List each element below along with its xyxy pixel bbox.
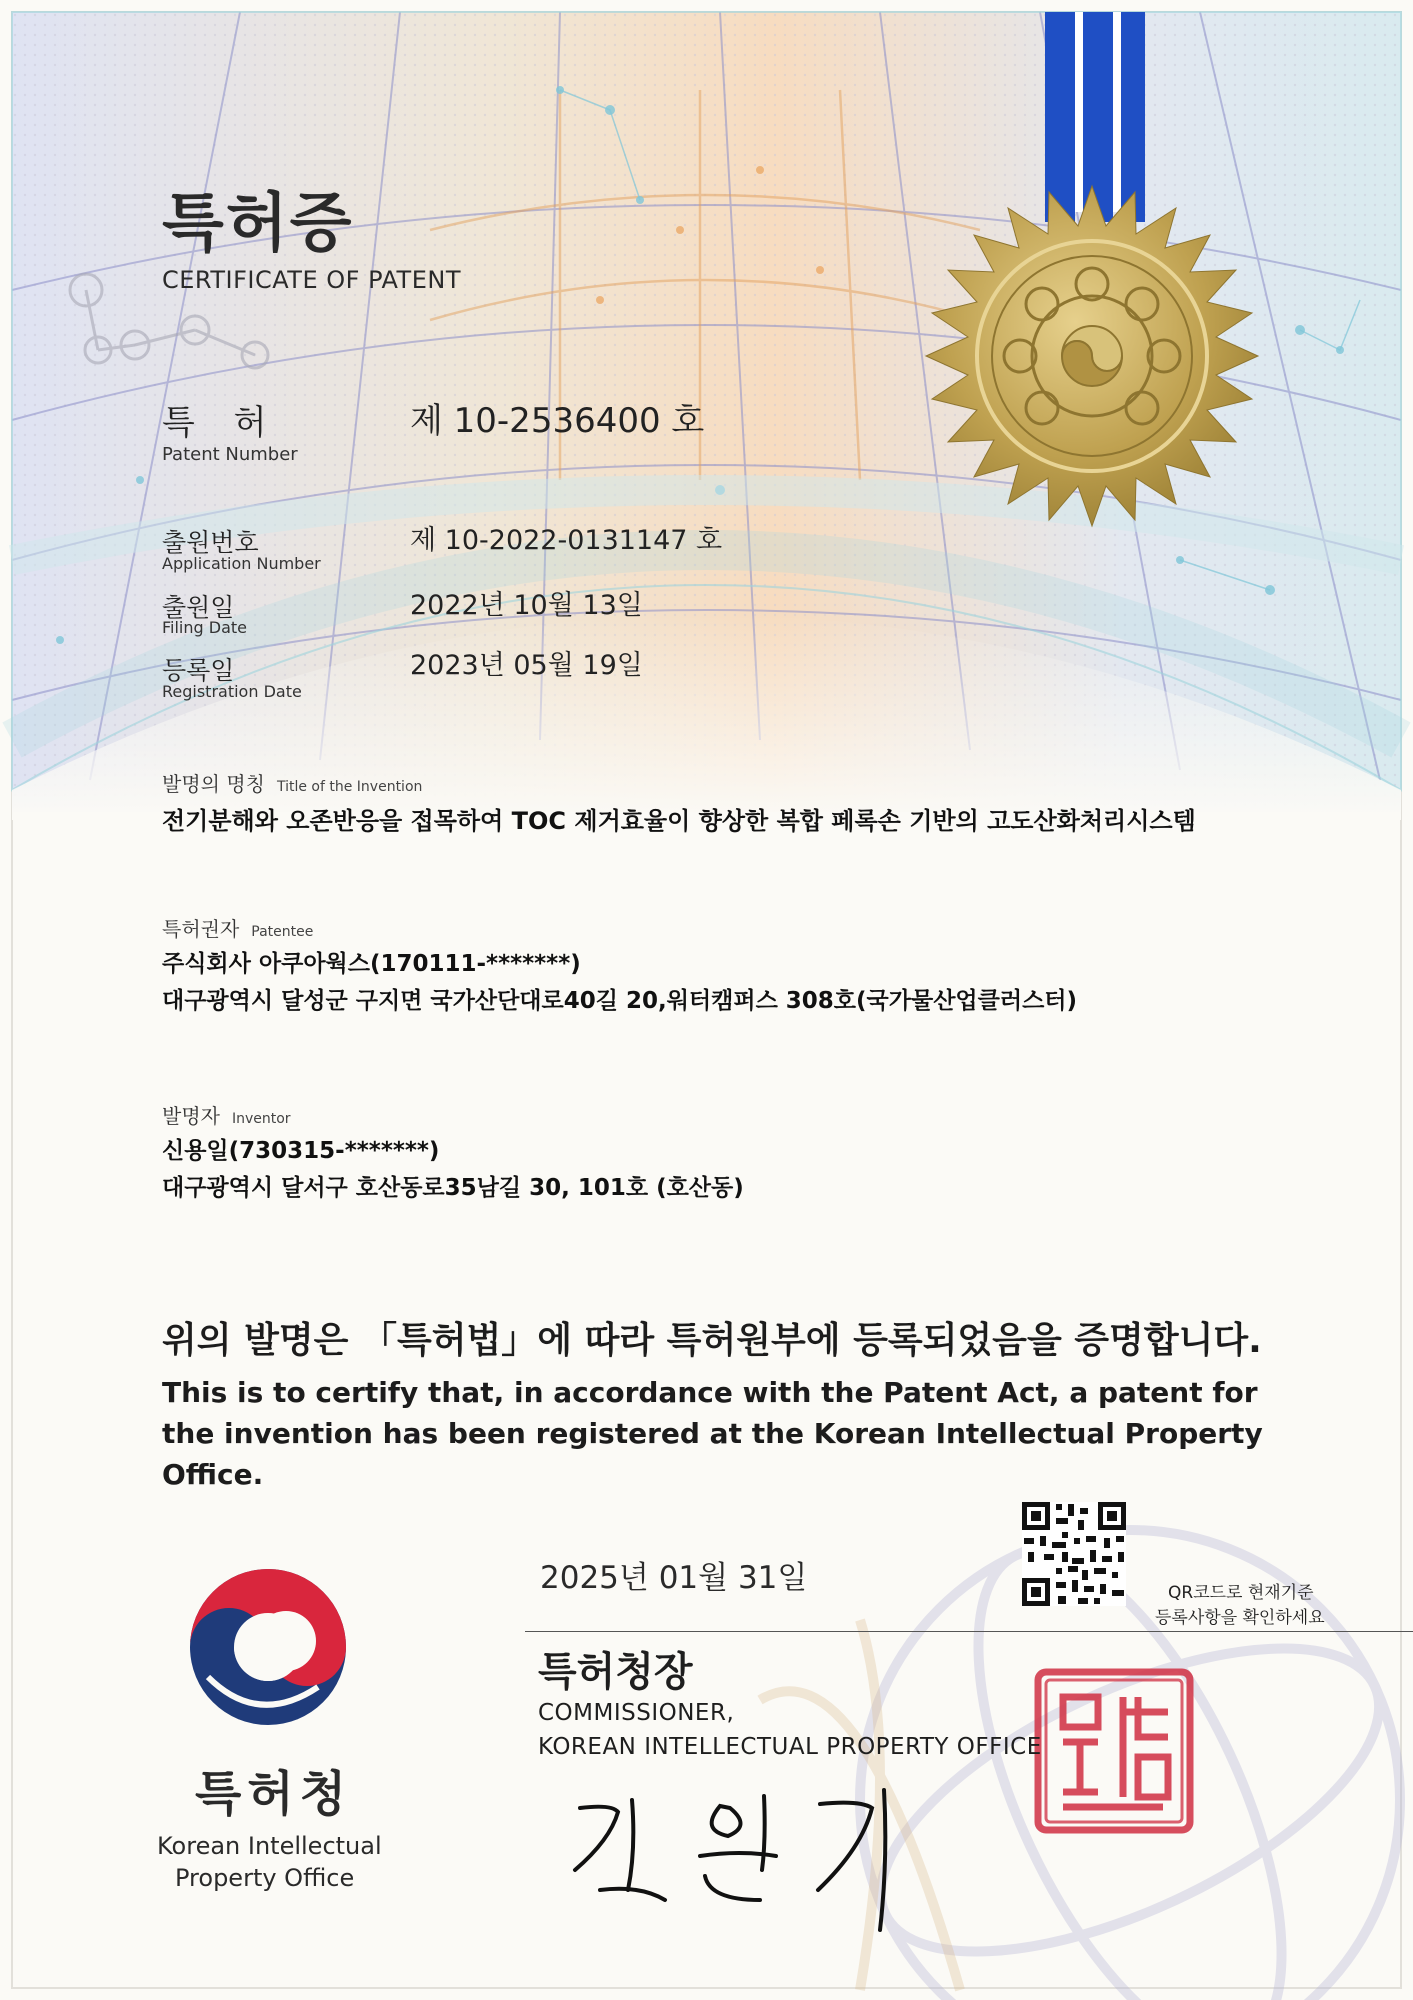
commissioner-title-en-line1: COMMISSIONER, [538, 1700, 735, 1726]
qr-code [1022, 1502, 1126, 1606]
office-name-ko: 특허청 [195, 1766, 353, 1822]
inventor-label-ko: 발명자 [162, 1104, 220, 1128]
patent-number-value: 제 10-2536400 호 [410, 401, 705, 441]
application-number-label-en: Application Number [162, 554, 321, 573]
office-name-en-line1: Korean Intellectual [157, 1832, 382, 1860]
registration-date-label-en: Registration Date [162, 682, 302, 701]
issue-date: 2025년 01월 31일 [540, 1560, 808, 1596]
invention-title-label [162, 768, 422, 797]
patentee-label-en: Patentee [251, 924, 314, 940]
invention-title-label-ko: 발명의 명칭 [162, 772, 265, 796]
invention-title-value: 전기분해와 오존반응을 접목하여 TOC 제거효율이 향상한 복합 페록손 기반의 고도산화처리시스템 [162, 807, 1196, 835]
qr-note-line1: QR코드로 현재기준 [1168, 1583, 1314, 1603]
certification-statement-en: This is to certify that, in accordance with the Patent Act, a patent for the invention has been registered at the Korean Intellectual Property Office. [162, 1376, 1263, 1491]
inventor-label-en: Inventor [231, 1111, 291, 1127]
patentee-name: 주식회사 아쿠아웍스(170111-*******) [162, 951, 581, 977]
inventor-name: 신용일(730315-*******) [162, 1138, 440, 1164]
application-number-label-ko: 출원번호 [162, 528, 259, 557]
commissioner-title-ko: 특허청장 [538, 1649, 693, 1695]
filing-date-label-ko: 출원일 [162, 593, 235, 622]
certificate-title-ko: 특허증 [162, 187, 354, 261]
ribbon [1045, 12, 1145, 222]
patentee-address: 대구광역시 달성군 구지면 국가산단대로40길 20,워터캠퍼스 308호(국가물산업클러스터) [162, 988, 1078, 1014]
filing-date-label-en: Filing Date [162, 618, 247, 637]
patentee-label-ko: 특허권자 [162, 917, 240, 941]
registration-date-value: 2023년 05월 19일 [410, 650, 643, 681]
inventor-label [162, 1100, 291, 1129]
patentee-label [162, 913, 313, 942]
certification-statement-ko: 위의 발명은 「특허법」에 따라 특허원부에 등록되었음을 증명합니다. [162, 1320, 1262, 1361]
office-name-en-line2: Property Office [175, 1864, 355, 1892]
certificate-title-en: CERTIFICATE OF PATENT [162, 266, 461, 294]
kipo-logo [190, 1569, 346, 1725]
inventor-address: 대구광역시 달서구 호산동로35남길 30, 101호 (호산동) [162, 1175, 744, 1201]
registration-date-label-ko: 등록일 [162, 656, 235, 685]
patent-number-label-ko: 특 허 [162, 403, 281, 443]
invention-title-label-en: Title of the Invention [276, 779, 423, 795]
qr-note-line2: 등록사항을 확인하세요 [1155, 1608, 1325, 1628]
commissioner-title-en-line2: KOREAN INTELLECTUAL PROPERTY OFFICE [538, 1734, 1042, 1760]
gold-seal [926, 186, 1258, 526]
filing-date-value: 2022년 10월 13일 [410, 590, 643, 621]
patent-number-label-en: Patent Number [162, 444, 298, 465]
application-number-value: 제 10-2022-0131147 호 [410, 525, 723, 556]
signature-rule [525, 1631, 1413, 1632]
